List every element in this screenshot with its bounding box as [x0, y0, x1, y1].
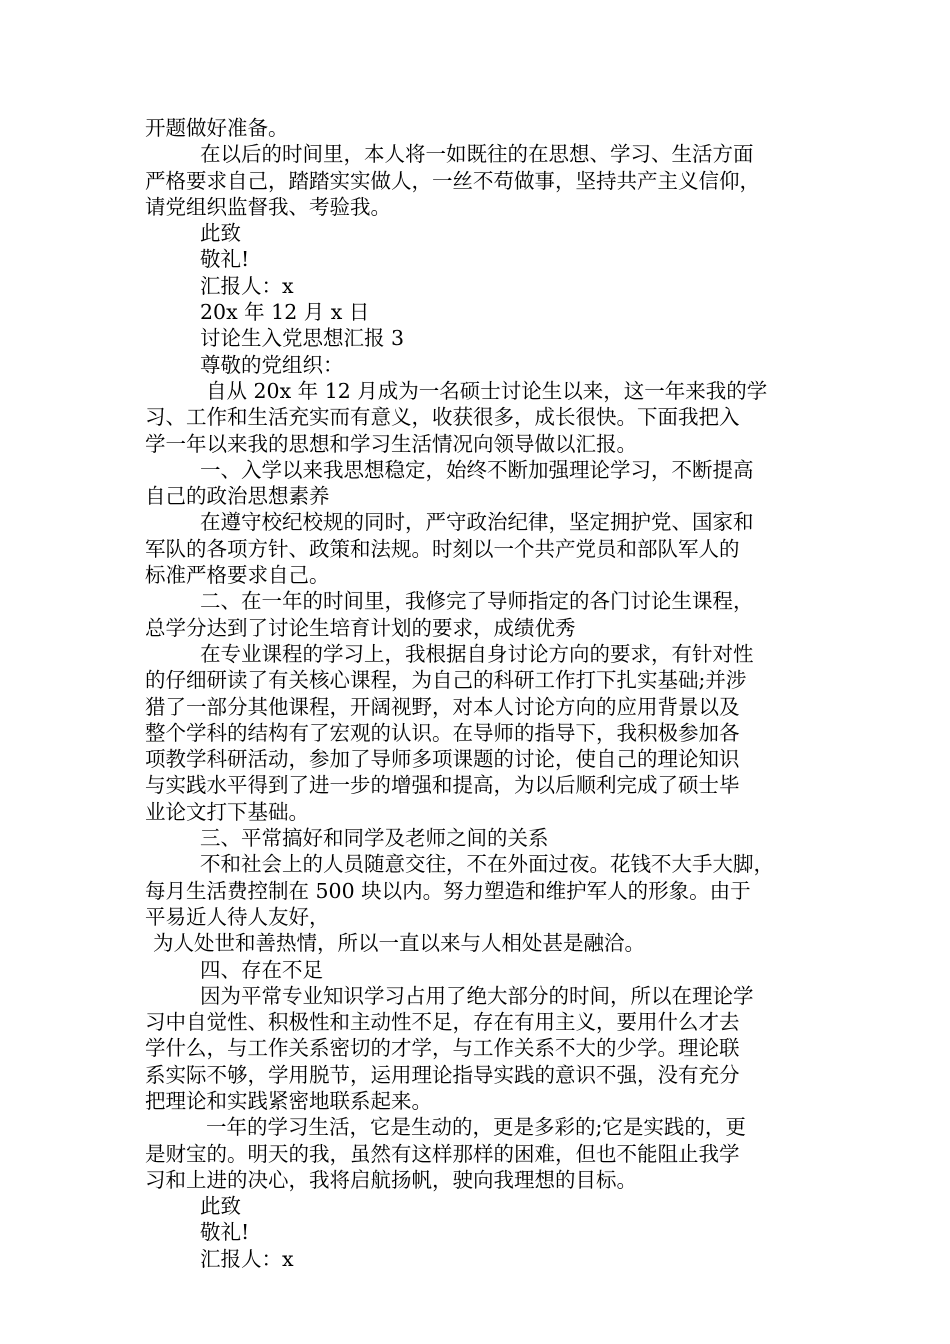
text-line: 在遵守校纪校规的同时，严守政治纪律，坚定拥护党、国家和	[200, 510, 754, 535]
text-line: 在专业课程的学习上，我根据自身讨论方向的要求，有针对性	[200, 641, 754, 666]
text-line: 猎了一部分其他课程，开阔视野，对本人讨论方向的应用背景以及	[145, 694, 740, 719]
text-line: 开题做好准备。	[145, 116, 289, 140]
text-line: 不和社会上的人员随意交往，不在外面过夜。花钱不大手大脚，	[200, 852, 774, 877]
heading-line: 四、存在不足	[200, 957, 323, 982]
text-line: 习中自觉性、积极性和主动性不足，存在有用主义，要用什么才去	[145, 1010, 740, 1035]
text-line: 标准严格要求自己。	[145, 563, 330, 588]
text-line: 因为平常专业知识学习占用了绝大部分的时间，所以在理论学	[200, 983, 754, 1008]
text-line: 习、工作和生活充实而有意义，收获很多，成长很快。下面我把入	[145, 405, 740, 430]
heading-line: 二、在一年的时间里，我修完了导师指定的各门讨论生课程，	[200, 589, 754, 614]
text-line: 每月生活费控制在 500 块以内。努力塑造和维护军人的形象。由于	[145, 878, 751, 903]
text-line: 为人处世和善热情，所以一直以来与人相处甚是融洽。	[153, 931, 645, 956]
closing-salutation: 此致	[200, 1194, 241, 1219]
closing-regards: 敬礼!	[200, 1220, 250, 1245]
text-line: 的仔细研读了有关核心课程，为自己的科研工作打下扎实基础;并涉	[145, 668, 747, 693]
text-line: 军队的各项方针、政策和法规。时刻以一个共产党员和部队军人的	[145, 536, 740, 561]
text-line: 一年的学习生活，它是生动的，更是多彩的;它是实践的，更	[206, 1115, 746, 1140]
text-line: 整个学科的结构有了宏观的认识。在导师的指导下，我积极参加各	[145, 720, 740, 745]
text-line: 学什么，与工作关系密切的才学，与工作关系不大的少学。理论联	[145, 1036, 740, 1061]
report-date: 20x 年 12 月 x 日	[200, 300, 370, 325]
text-line: 学一年以来我的思想和学习生活情况向领导做以汇报。	[145, 431, 637, 456]
closing-salutation: 此致	[200, 221, 241, 246]
text-line: 请党组织监督我、考验我。	[145, 194, 391, 219]
text-line: 把理论和实践紧密地联系起来。	[145, 1088, 432, 1113]
text-line: 系实际不够，学用脱节，运用理论指导实践的意识不强，没有充分	[145, 1062, 740, 1087]
text-line: 业论文打下基础。	[145, 799, 309, 824]
text-line: 习和上进的决心，我将启航扬帆，驶向我理想的目标。	[145, 1167, 637, 1192]
heading-line: 总学分达到了讨论生培育计划的要求，成绩优秀	[145, 615, 576, 640]
greeting: 尊敬的党组织：	[200, 352, 344, 377]
section-title: 讨论生入党思想汇报 3	[200, 326, 405, 351]
heading-line: 一、入学以来我思想稳定，始终不断加强理论学习，不断提高	[200, 457, 754, 482]
text-line: 严格要求自己，踏踏实实做人，一丝不苟做事，坚持共产主义信仰，	[145, 168, 760, 193]
reporter-signature: 汇报人：x	[200, 273, 294, 298]
document-body	[145, 115, 815, 1272]
text-line: 自从 20x 年 12 月成为一名硕士讨论生以来，这一年来我的学	[206, 378, 768, 403]
closing-regards: 敬礼!	[200, 247, 250, 272]
text-line: 在以后的时间里，本人将一如既往的在思想、学习、生活方面	[200, 142, 754, 167]
text-line: 平易近人待人友好，	[145, 904, 330, 929]
text-line: 项教学科研活动，参加了导师多项课题的讨论，使自己的理论知识	[145, 747, 740, 772]
heading-line: 三、平常搞好和同学及老师之间的关系	[200, 826, 549, 851]
text-line: 与实践水平得到了进一步的增强和提高，为以后顺利完成了硕士毕	[145, 773, 740, 798]
text-line: 是财宝的。明天的我，虽然有这样那样的困难，但也不能阻止我学	[145, 1141, 740, 1166]
heading-line: 自己的政治思想素养	[145, 484, 330, 509]
reporter-signature: 汇报人：x	[200, 1246, 294, 1271]
